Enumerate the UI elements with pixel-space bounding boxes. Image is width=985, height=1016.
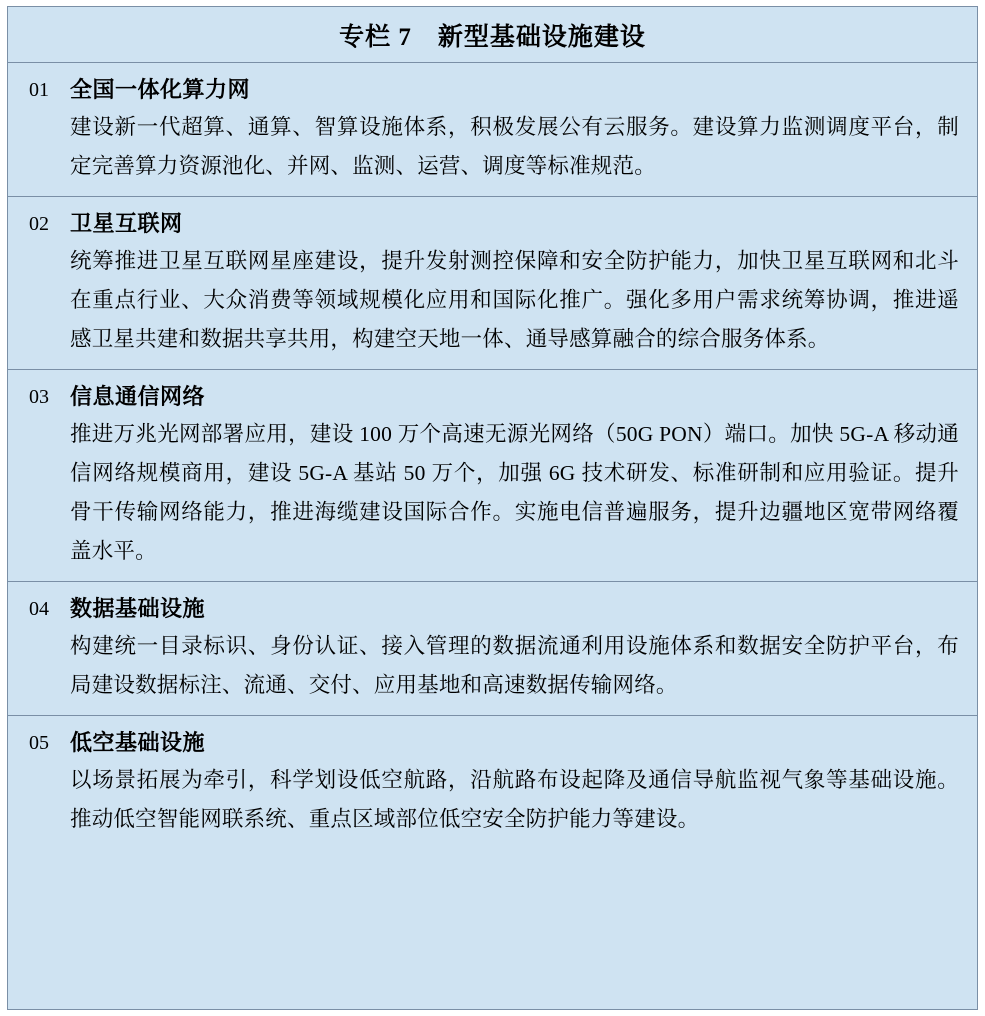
item-content bbox=[70, 206, 977, 359]
panel-title-row bbox=[8, 7, 977, 63]
item-number: 03 bbox=[29, 386, 49, 408]
feature-box-panel bbox=[7, 6, 978, 1010]
item-number: 01 bbox=[29, 79, 49, 101]
item-content bbox=[70, 725, 977, 839]
item-number: 02 bbox=[29, 213, 49, 235]
item-content bbox=[70, 379, 977, 571]
item-content bbox=[70, 591, 977, 705]
item-number: 05 bbox=[29, 732, 49, 754]
item-heading: 数据基础设施 bbox=[70, 596, 206, 621]
list-item bbox=[8, 197, 977, 370]
item-body: 构建统一目录标识、身份认证、接入管理的数据流通利用设施体系和数据安全防护平台，布局建设数据标注、流通、交付、应用基地和高速数据传输网络。 bbox=[70, 634, 959, 697]
item-body: 推进万兆光网部署应用，建设 100 万个高速无源光网络（50G PON）端口。加快 5G‑A 移动通信网络规模商用，建设 5G‑A 基站 50 万个，加强 6G 技术研发、标准研制和应用验证。提升骨干传输网络能力，推进海缆建设国际合作。实施电信普遍服务，提升边疆地区宽带网络覆盖水平。 bbox=[70, 422, 959, 563]
list-item bbox=[8, 582, 977, 716]
item-heading: 信息通信网络 bbox=[70, 384, 206, 409]
item-body: 统筹推进卫星互联网星座建设，提升发射测控保障和安全防护能力，加快卫星互联网和北斗在重点行业、大众消费等领域规模化应用和国际化推广。强化多用户需求统筹协调，推进遥感卫星共建和数据共享共用，构建空天地一体、通导感算融合的综合服务体系。 bbox=[70, 249, 959, 351]
list-item bbox=[8, 370, 977, 582]
item-body: 建设新一代超算、通算、智算设施体系，积极发展公有云服务。建设算力监测调度平台，制定完善算力资源池化、并网、监测、运营、调度等标准规范。 bbox=[70, 115, 959, 178]
list-item bbox=[8, 63, 977, 197]
item-heading: 全国一体化算力网 bbox=[70, 77, 251, 102]
item-body: 以场景拓展为牵引，科学划设低空航路，沿航路布设起降及通信导航监视气象等基础设施。推动低空智能网联系统、重点区域部位低空安全防护能力等建设。 bbox=[70, 768, 959, 831]
page-title: 专栏 7 新型基础设施建设 bbox=[339, 23, 646, 51]
list-item bbox=[8, 716, 977, 849]
item-number: 04 bbox=[29, 598, 49, 620]
item-heading: 卫星互联网 bbox=[70, 211, 183, 236]
item-heading: 低空基础设施 bbox=[70, 730, 206, 755]
item-content bbox=[70, 72, 977, 186]
